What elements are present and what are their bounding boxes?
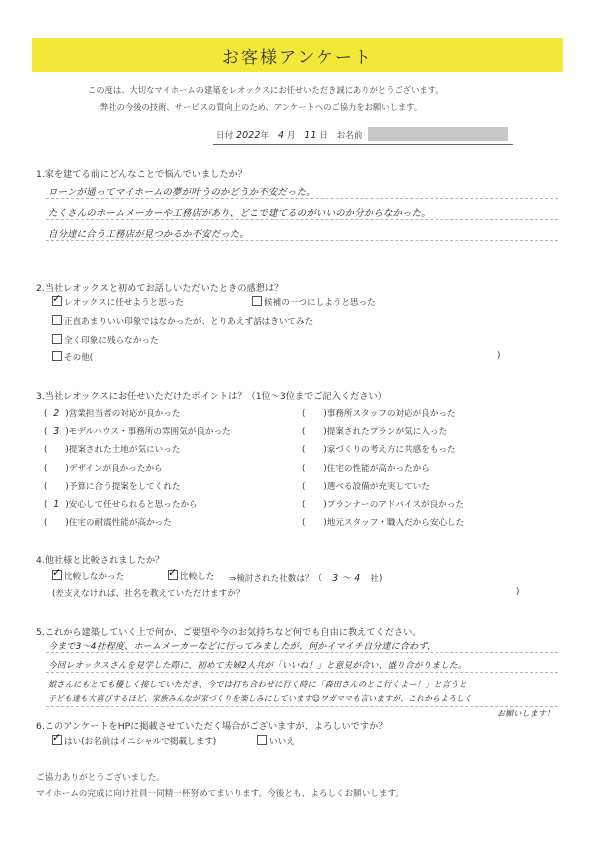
- q2-other-close: ): [497, 351, 501, 361]
- q2-question: 2.当社レオックスと初めてお話しいただいたときの感想は？: [36, 283, 284, 294]
- q3-right-item-4[interactable]: [302, 462, 430, 474]
- q3-paren-open: (: [302, 518, 306, 529]
- q3-option-label: 提案されたプランが気に入った: [326, 427, 448, 438]
- q3-paren-open: (: [44, 463, 48, 474]
- q4-option-1-label: 比較しなかった: [64, 572, 125, 582]
- q5-answer-5: お願いします！: [497, 709, 555, 718]
- q3-paren-close: ): [323, 445, 327, 456]
- date-row: [216, 129, 362, 141]
- q3-left-item-4[interactable]: [44, 462, 163, 474]
- date-month: 4: [277, 130, 285, 141]
- q1-answer-2: たくさんのホームメーカーや工務店があり、どこで建てるのがいいのか分からなかった。: [48, 208, 431, 219]
- q3-paren-close: ): [65, 500, 69, 510]
- q3-paren-open: (: [302, 409, 306, 419]
- q3-paren-close: ): [65, 427, 69, 438]
- q5-line-3: [46, 706, 558, 707]
- q3-paren-close: ): [65, 463, 69, 474]
- date-year: 2022: [235, 130, 261, 141]
- q3-paren-close: ): [323, 481, 327, 492]
- q4-note-close: ): [516, 587, 520, 597]
- q3-paren-close: ): [65, 518, 69, 529]
- q6-option-2-label: いいえ: [269, 737, 295, 747]
- q4-count: 3 ～ 4: [332, 573, 361, 584]
- q3-right-item-5[interactable]: [302, 480, 430, 492]
- q5-line-2: [46, 672, 558, 673]
- q3-option-label: デザインが良かったから: [68, 463, 163, 474]
- q6-checkbox-1[interactable]: [52, 735, 62, 745]
- q3-paren-open: (: [302, 445, 306, 456]
- footer-line-2: マイホームの完成に向け社員一同精一杯努めてまいります。今後とも、よろしくお願いします。: [36, 789, 404, 799]
- q4-option-1[interactable]: [52, 570, 124, 582]
- name-label: お名前: [336, 131, 363, 141]
- q3-paren-open: (: [44, 500, 48, 510]
- q5-line-1: [46, 652, 558, 653]
- q4-question: 4.他社様と比較されましたか？: [36, 555, 165, 566]
- date-year-unit: 年: [260, 131, 270, 141]
- q3-paren-open: (: [44, 409, 48, 419]
- q2-option-2-label: 候補の一つにしようと思った: [264, 298, 376, 308]
- q2-option-5[interactable]: [52, 351, 93, 363]
- q3-paren-close: ): [323, 500, 327, 510]
- q3-paren-close: ): [323, 409, 327, 419]
- q1-answer-3: 自分達に合う工務店が見つかるか不安だった。: [48, 229, 250, 240]
- q3-option-label: 提案された土地が気にいった: [68, 445, 181, 456]
- date-day-unit: 日: [319, 131, 328, 141]
- q3-right-item-7[interactable]: [302, 516, 464, 528]
- intro-line-2: 弊社の今後の技術、サービスの質向上のため、アンケートへのご協力をお願いします。: [100, 102, 423, 112]
- q2-checkbox-3[interactable]: [52, 315, 62, 325]
- q3-paren-open: (: [302, 500, 306, 510]
- q2-option-1[interactable]: [52, 296, 184, 308]
- q2-checkbox-5[interactable]: [52, 351, 62, 361]
- q3-option-label: 住宅の耐震性能が高かった: [68, 518, 172, 529]
- q6-question: 6.このアンケートをHPに掲載させていただく場合がございますが、よろしいですか？: [36, 721, 388, 732]
- footer-line-1: ご協力ありがとうございました。: [36, 773, 165, 783]
- date-underline: [213, 144, 513, 145]
- q2-option-4-label: 全く印象に残らなかった: [64, 336, 159, 346]
- q3-paren-open: (: [302, 481, 306, 492]
- q5-answer-1: 今まで3～4社程度、ホームメーカーなどに行ってみましたが、何かイマイチ自分達に合わず、: [48, 642, 436, 652]
- q3-option-label: 住宅の性能が高かったから: [326, 463, 430, 474]
- q6-option-1-label: はい(お名前はイニシャルで掲載します): [64, 737, 217, 747]
- q3-paren-close: ): [65, 481, 69, 492]
- q3-option-label: 安心して任せられると思ったから: [68, 500, 198, 510]
- q3-left-item-5[interactable]: [44, 480, 180, 492]
- q3-paren-close: ): [323, 518, 327, 529]
- q6-option-2[interactable]: [257, 735, 295, 747]
- q3-right-item-2[interactable]: [302, 425, 447, 437]
- q4-unit: 社): [370, 574, 383, 584]
- q3-left-item-2[interactable]: [44, 425, 231, 437]
- q3-left-item-3[interactable]: [44, 443, 180, 455]
- q3-paren-open: (: [44, 481, 48, 492]
- date-month-unit: 月: [286, 131, 296, 141]
- q2-option-1-label: レオックスに任せようと思った: [64, 298, 184, 308]
- q2-option-5-label: その他(: [64, 353, 94, 363]
- q1-question: 1.家を建てる前にどんなことで悩んでいましたか？: [36, 169, 247, 180]
- q3-left-item-6[interactable]: [44, 498, 198, 510]
- q3-option-label: 営業担当者の対応が良かった: [68, 409, 181, 419]
- q1-answer-1: ローンが通ってマイホームの夢が叶うのかどうか不安だった。: [48, 187, 316, 198]
- q4-checkbox-1[interactable]: [52, 570, 62, 580]
- q2-option-2[interactable]: [252, 296, 376, 308]
- q4-option-2-label: 比較した: [180, 572, 215, 582]
- q3-option-label: 予算に合う提案をしてくれた: [68, 481, 181, 492]
- q3-rank-input[interactable]: 3: [53, 426, 60, 438]
- q3-paren-open: (: [44, 427, 48, 438]
- q3-option-label: 地元スタッフ・職人だから安心した: [326, 518, 465, 529]
- q3-paren-close: ): [65, 409, 69, 419]
- q3-paren-open: (: [302, 427, 306, 438]
- q3-option-label: モデルハウス・事務所の雰囲気が良かった: [68, 427, 231, 438]
- q4-note: (差支えなければ、社名を教えていただけますか？: [52, 589, 245, 599]
- q6-option-1[interactable]: [52, 735, 216, 747]
- intro-line-1: この度は、大切なマイホームの建築をレオックスにお任せいただき誠にありがとうございます。: [88, 85, 444, 95]
- q3-option-label: 家づくりの考え方に共感をもった: [326, 445, 456, 456]
- q3-question: 3.当社レオックスにお任せいただけたポイントは？（1位～3位までご記入ください）: [36, 391, 387, 402]
- date-day: 11: [304, 130, 317, 141]
- q1-line-2: [46, 219, 558, 220]
- q3-paren-open: (: [44, 518, 48, 529]
- q3-paren-close: ): [323, 463, 327, 474]
- q3-paren-close: ): [65, 445, 69, 456]
- q1-line-1: [46, 198, 558, 199]
- survey-title-text: お客様アンケート: [222, 47, 373, 68]
- q3-left-item-7[interactable]: [44, 516, 172, 528]
- q3-option-label: 選べる設備が充実していた: [326, 481, 430, 492]
- q2-checkbox-2[interactable]: [252, 296, 262, 306]
- q3-paren-open: (: [302, 463, 306, 474]
- q4-follow-label: ⇒検討された社数は？（: [229, 574, 323, 584]
- q2-checkbox-1[interactable]: [52, 296, 62, 306]
- date-label: 日付: [216, 131, 234, 141]
- q3-option-label: 事務所スタッフの対応が良かった: [326, 409, 456, 419]
- q2-option-4[interactable]: [52, 334, 159, 346]
- q3-paren-close: ): [323, 427, 327, 438]
- q5-answer-4: 子ども達も大喜びするほど、家族みんなが家づくりを楽しみにしています☺ワガママも言いますが、これからよろしく: [48, 694, 473, 703]
- q2-checkbox-4[interactable]: [52, 334, 62, 344]
- q5-answer-3: 娘さんにもとても優しく接していただき、今では打ち合わせに行く時に「森田さんのとこ行くよー！」と言うと: [48, 679, 468, 689]
- q5-answer-2: 今回レオックスさんを見学した際に、初めて夫婦2人共が「いいね！」と意見が合い、盛り合がりました。: [48, 661, 467, 671]
- q4-checkbox-2[interactable]: [168, 570, 178, 580]
- q4-option-2[interactable]: [168, 570, 214, 582]
- q3-right-item-3[interactable]: [302, 443, 456, 455]
- q3-right-item-6[interactable]: [302, 498, 464, 510]
- q1-line-3: [46, 240, 558, 241]
- q3-option-label: プランナーのアドバイスが良かった: [326, 500, 464, 510]
- q3-rank-input[interactable]: 1: [53, 499, 60, 510]
- q2-option-3-label: 正直あまりいい印象ではなかったが、とりあえず話はきいてみた: [64, 317, 314, 327]
- q5-question: 5.これから建築していく上で何か、ご要望や今のお気持ちなど何でも自由に教えてください。: [36, 627, 422, 638]
- survey-title: [32, 38, 563, 72]
- name-redaction: [368, 127, 508, 141]
- q2-option-3[interactable]: [52, 315, 313, 327]
- q3-right-item-1[interactable]: [302, 407, 456, 419]
- q6-checkbox-2[interactable]: [257, 735, 267, 745]
- q3-rank-input[interactable]: 2: [53, 408, 60, 419]
- q4-follow-up: [229, 570, 382, 584]
- q3-paren-open: (: [44, 445, 48, 456]
- q3-left-item-1[interactable]: [44, 407, 180, 419]
